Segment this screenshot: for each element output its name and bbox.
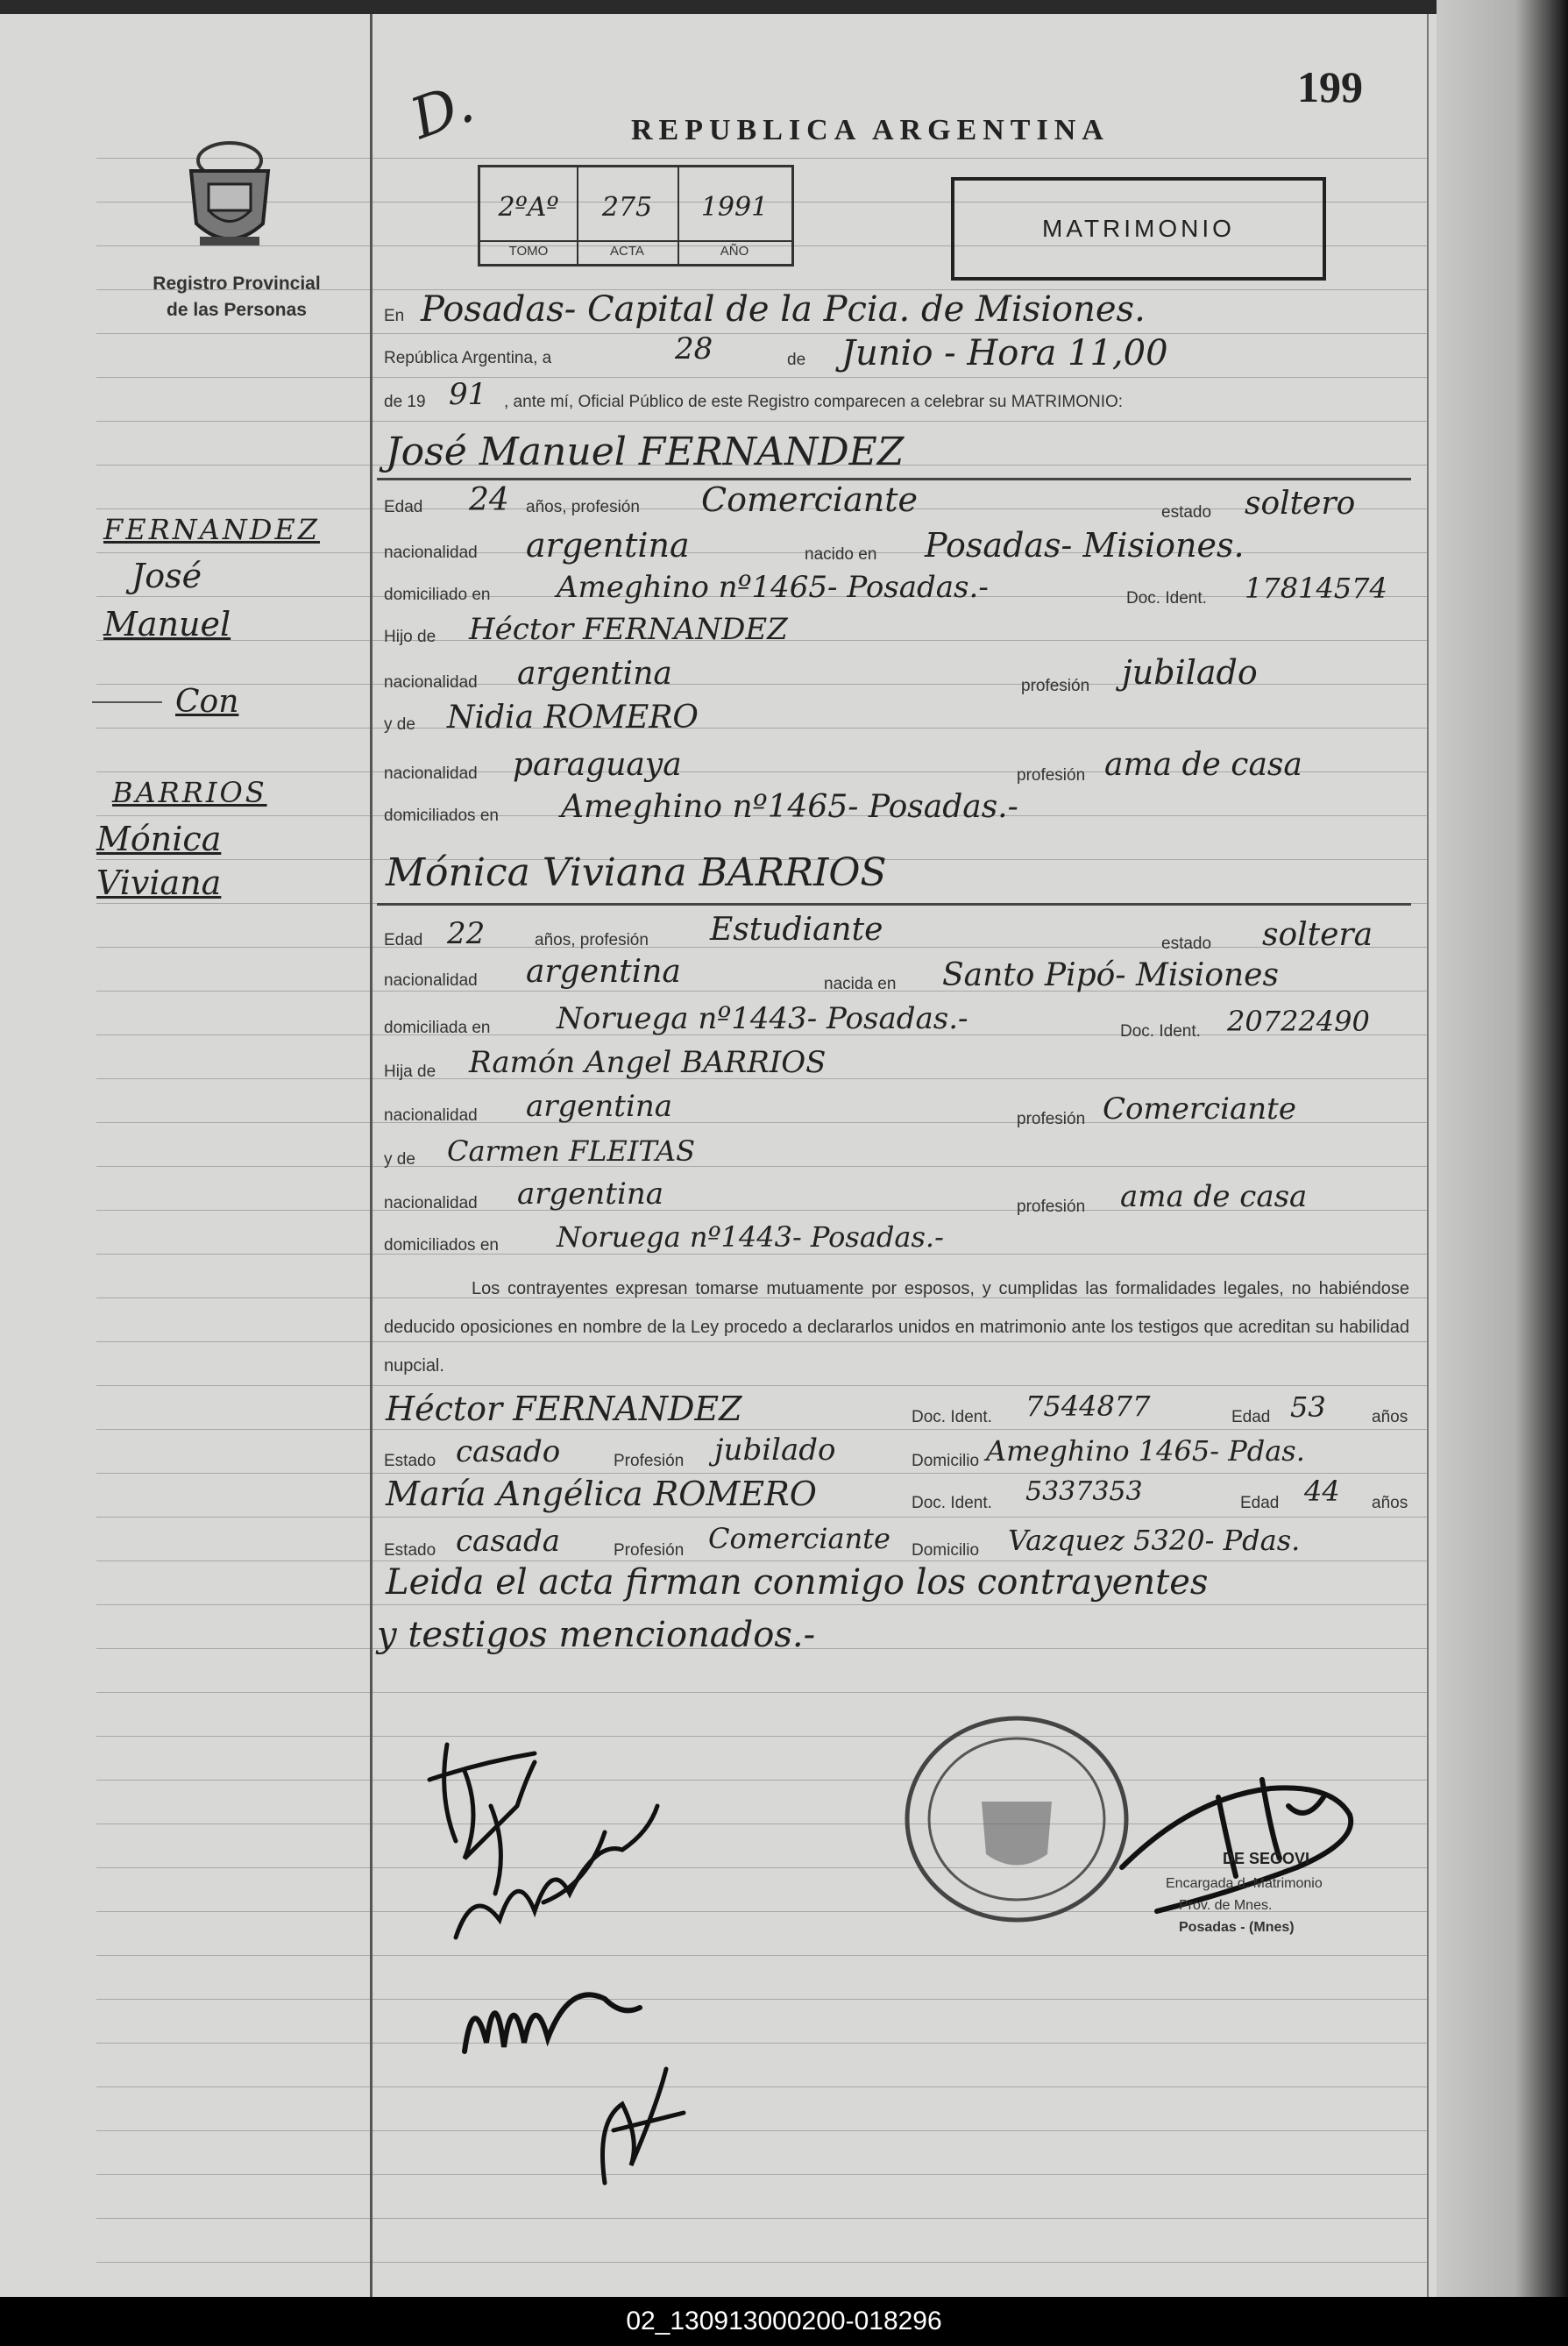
groom-padre-prof-label: profesión xyxy=(1021,677,1090,695)
groom-profesion: Comerciante xyxy=(701,480,918,519)
bride-nacida: Santo Pipó- Misiones xyxy=(942,957,1279,993)
ruled-line xyxy=(96,1999,1429,2000)
groom-padres-dom: Ameghino nº1465- Posadas.- xyxy=(561,789,1018,825)
groom-y-de-label: y de xyxy=(384,715,415,734)
witness2-doc-label: Doc. Ident. xyxy=(912,1494,992,1512)
closing-line2: y testigos mencionados.- xyxy=(377,1615,816,1655)
ruled-line xyxy=(96,1429,1429,1430)
groom-domiciliados-label: domiciliados en xyxy=(384,807,499,825)
ruled-line xyxy=(96,1604,1429,1605)
right-margin-line xyxy=(1427,14,1429,2297)
ruled-line xyxy=(96,2130,1429,2131)
ruled-line xyxy=(96,1254,1429,1255)
top-edge xyxy=(0,0,1568,14)
registry-label-line1: Registro Provincial xyxy=(153,274,321,294)
bride-estado: soltera xyxy=(1262,917,1373,953)
ruled-line xyxy=(96,2262,1429,2263)
ruled-line xyxy=(96,1385,1429,1386)
ruled-line xyxy=(96,1166,1429,1167)
witness2-signature-icon xyxy=(578,2051,710,2192)
ruled-line xyxy=(96,728,1429,729)
witness2-anos-label: años xyxy=(1372,1494,1408,1512)
bride-nacida-label: nacida en xyxy=(824,975,897,993)
margin-groom-given1: José xyxy=(131,557,202,595)
witness2-domicilio: Vazquez 5320- Pdas. xyxy=(1008,1524,1301,1557)
ano-cell xyxy=(678,167,791,264)
ruled-line xyxy=(96,1473,1429,1474)
ruled-line xyxy=(96,333,1429,334)
day-value: 28 xyxy=(675,331,713,366)
bride-hija-label: Hija de xyxy=(384,1063,436,1081)
acta-value: 275 xyxy=(601,192,653,223)
year-prefix: de 19 xyxy=(384,393,426,411)
bride-padre-prof-label: profesión xyxy=(1017,1110,1086,1128)
registry-label-line2: de las Personas xyxy=(167,300,307,320)
month-time-value: Junio - Hora 11,00 xyxy=(841,333,1168,373)
bride-madre-nac-label: nacionalidad xyxy=(384,1194,478,1212)
ruled-line xyxy=(96,2174,1429,2175)
witness2-domicilio-label: Domicilio xyxy=(912,1541,980,1560)
margin-bride-given1: Mónica xyxy=(96,820,222,858)
ano-value: 1991 xyxy=(700,192,769,223)
document-type-box: MATRIMONIO xyxy=(951,177,1326,281)
bride-doc-label: Doc. Ident. xyxy=(1120,1022,1201,1041)
witness2-edad-label: Edad xyxy=(1240,1494,1280,1512)
stamp-line2: Encargada d. Matrimonio xyxy=(1166,1876,1323,1891)
book-binding xyxy=(1437,0,1568,2297)
record-box xyxy=(478,165,794,267)
bride-edad-label: Edad xyxy=(384,931,423,949)
de-label: de xyxy=(787,351,806,369)
tomo-value: 2ºAº xyxy=(498,192,559,223)
bride-padres-dom: Noruega nº1443- Posadas.- xyxy=(557,1220,944,1254)
ruled-line xyxy=(96,1736,1429,1737)
witness2-estado: casada xyxy=(456,1524,561,1559)
groom-madre-prof-label: profesión xyxy=(1017,766,1086,785)
margin-line xyxy=(370,14,372,2297)
groom-nacionalidad-label: nacionalidad xyxy=(384,544,478,562)
declaration-text: Los contrayentes expresan tomarse mutuamente por esposos, y cumplidas las formalidades legales, no habiéndose deducido oposiciones en nombre de la Ley procedo a declararlos unidos en matrimonio ante los testigos que acreditan su habilidad nupcial. xyxy=(384,1279,1409,1376)
bride-edad: 22 xyxy=(447,916,486,951)
witness1-domicilio-label: Domicilio xyxy=(912,1452,980,1470)
document-id-footer: 02_130913000200-018296 xyxy=(0,2297,1568,2346)
groom-domicilio: Ameghino nº1465- Posadas.- xyxy=(557,570,989,605)
page-title: REPUBLICA ARGENTINA xyxy=(631,114,1110,146)
margin-con: Con xyxy=(175,684,239,720)
year-suffix: 91 xyxy=(449,377,487,412)
margin-bride-surname: BARRIOS xyxy=(112,776,267,809)
bride-anos-profesion-label: años, profesión xyxy=(535,931,649,949)
groom-estado-label: estado xyxy=(1161,503,1212,522)
officer-signature-icon xyxy=(1087,1745,1385,1946)
witness1-edad: 53 xyxy=(1290,1390,1326,1424)
bride-y-de-label: y de xyxy=(384,1150,415,1169)
bride-nacionalidad: argentina xyxy=(526,954,681,990)
acta-cell xyxy=(577,167,679,264)
ruled-line xyxy=(96,1517,1429,1518)
bride-madre-nac: argentina xyxy=(517,1177,664,1212)
ruled-line xyxy=(96,377,1429,378)
witness1-doc: 7544877 xyxy=(1025,1390,1151,1423)
bride-doc: 20722490 xyxy=(1227,1005,1370,1038)
bride-madre-prof: ama de casa xyxy=(1120,1179,1308,1214)
bride-madre: Carmen FLEITAS xyxy=(447,1134,695,1168)
witness2-profesion: Comerciante xyxy=(708,1522,890,1555)
bride-name: Mónica Viviana BARRIOS xyxy=(386,850,887,895)
witness1-estado-label: Estado xyxy=(384,1452,436,1470)
groom-madre-nac-label: nacionalidad xyxy=(384,764,478,783)
groom-padre-prof: jubilado xyxy=(1122,653,1258,692)
witness1-domicilio: Ameghino 1465- Pdas. xyxy=(986,1434,1305,1468)
groom-madre: Nidia ROMERO xyxy=(447,700,699,736)
witness2-estado-label: Estado xyxy=(384,1541,436,1560)
closing-line1: Leida el acta firman conmigo los contrayentes xyxy=(386,1562,1209,1603)
stamp-line1: DE SEGOVI xyxy=(1223,1850,1310,1867)
place-value: Posadas- Capital de la Pcia. de Misiones. xyxy=(421,289,1146,330)
ruled-line xyxy=(96,158,1429,159)
groom-domicilio-label: domiciliado en xyxy=(384,586,491,604)
witness1-doc-label: Doc. Ident. xyxy=(912,1408,992,1426)
witness1-edad-label: Edad xyxy=(1231,1408,1271,1426)
witness1-anos-label: años xyxy=(1372,1408,1408,1426)
groom-padre: Héctor FERNANDEZ xyxy=(469,612,788,647)
bride-madre-prof-label: profesión xyxy=(1017,1198,1086,1216)
ruled-line xyxy=(96,1560,1429,1561)
witness2-profesion-label: Profesión xyxy=(614,1541,685,1560)
groom-anos-profesion-label: años, profesión xyxy=(526,498,640,516)
groom-hijo-label: Hijo de xyxy=(384,628,436,646)
groom-estado: soltero xyxy=(1245,486,1356,522)
en-label: En xyxy=(384,307,405,325)
ruled-line xyxy=(96,421,1429,422)
tomo-cell xyxy=(480,167,578,264)
groom-nacido-label: nacido en xyxy=(805,545,877,564)
margin-bride-given2: Viviana xyxy=(96,864,222,902)
oficial-text: , ante mí, Oficial Público de este Registro comparecen a celebrar su MATRIMONIO: xyxy=(504,393,1124,411)
bride-profesion: Estudiante xyxy=(710,912,883,948)
ruled-line xyxy=(96,2043,1429,2044)
ruled-line xyxy=(96,1692,1429,1693)
bride-estado-label: estado xyxy=(1161,935,1212,953)
bride-padre: Ramón Angel BARRIOS xyxy=(469,1045,827,1080)
registry-emblem-icon xyxy=(182,136,277,259)
acta-label: ACTA xyxy=(577,240,678,259)
groom-name: José Manuel FERNANDEZ xyxy=(386,430,905,474)
margin-dash xyxy=(92,701,162,703)
bride-domiciliados-label: domiciliados en xyxy=(384,1236,499,1255)
ano-label: AÑO xyxy=(678,240,791,259)
groom-doc-label: Doc. Ident. xyxy=(1126,589,1207,608)
bride-domicilio: Noruega nº1443- Posadas.- xyxy=(557,1001,968,1036)
groom-edad-label: Edad xyxy=(384,498,423,516)
groom-padre-nac: argentina xyxy=(517,656,672,692)
bride-padre-prof: Comerciante xyxy=(1103,1091,1296,1127)
witness2-name: María Angélica ROMERO xyxy=(386,1475,817,1513)
ruled-line xyxy=(96,1955,1429,1956)
witness1-estado: casado xyxy=(456,1434,561,1469)
groom-madre-nac: paraguaya xyxy=(513,747,682,783)
page-number: 199 xyxy=(1297,62,1363,111)
groom-doc: 17814574 xyxy=(1245,572,1387,605)
groom-nacido: Posadas- Misiones. xyxy=(925,526,1245,565)
bride-section-rule xyxy=(377,903,1411,906)
groom-padre-nac-label: nacionalidad xyxy=(384,673,478,692)
bride-domicilio-label: domiciliada en xyxy=(384,1019,491,1037)
witness1-name: Héctor FERNANDEZ xyxy=(386,1390,742,1428)
tomo-label: TOMO xyxy=(480,240,577,259)
groom-madre-prof: ama de casa xyxy=(1104,747,1302,783)
witness2-doc: 5337353 xyxy=(1025,1476,1143,1507)
bride-nacionalidad-label: nacionalidad xyxy=(384,971,478,990)
stamp-line4: Posadas - (Mnes) xyxy=(1179,1920,1295,1935)
marginal-mark: D. xyxy=(402,70,482,153)
margin-groom-given2: Manuel xyxy=(103,605,231,643)
bride-signature-icon xyxy=(447,1780,675,1955)
ruled-line xyxy=(96,2218,1429,2219)
witness2-edad: 44 xyxy=(1304,1475,1340,1508)
republica-label: República Argentina, a xyxy=(384,349,552,367)
bride-padre-nac-label: nacionalidad xyxy=(384,1106,478,1125)
witness1-profesion-label: Profesión xyxy=(614,1452,685,1470)
groom-edad: 24 xyxy=(469,482,509,518)
bride-padre-nac: argentina xyxy=(526,1089,673,1124)
stamp-line3: Prov. de Mnes. xyxy=(1179,1898,1273,1913)
groom-nacionalidad: argentina xyxy=(526,526,690,565)
witness1-profesion: jubilado xyxy=(714,1432,836,1468)
margin-groom-surname: FERNANDEZ xyxy=(103,513,321,546)
